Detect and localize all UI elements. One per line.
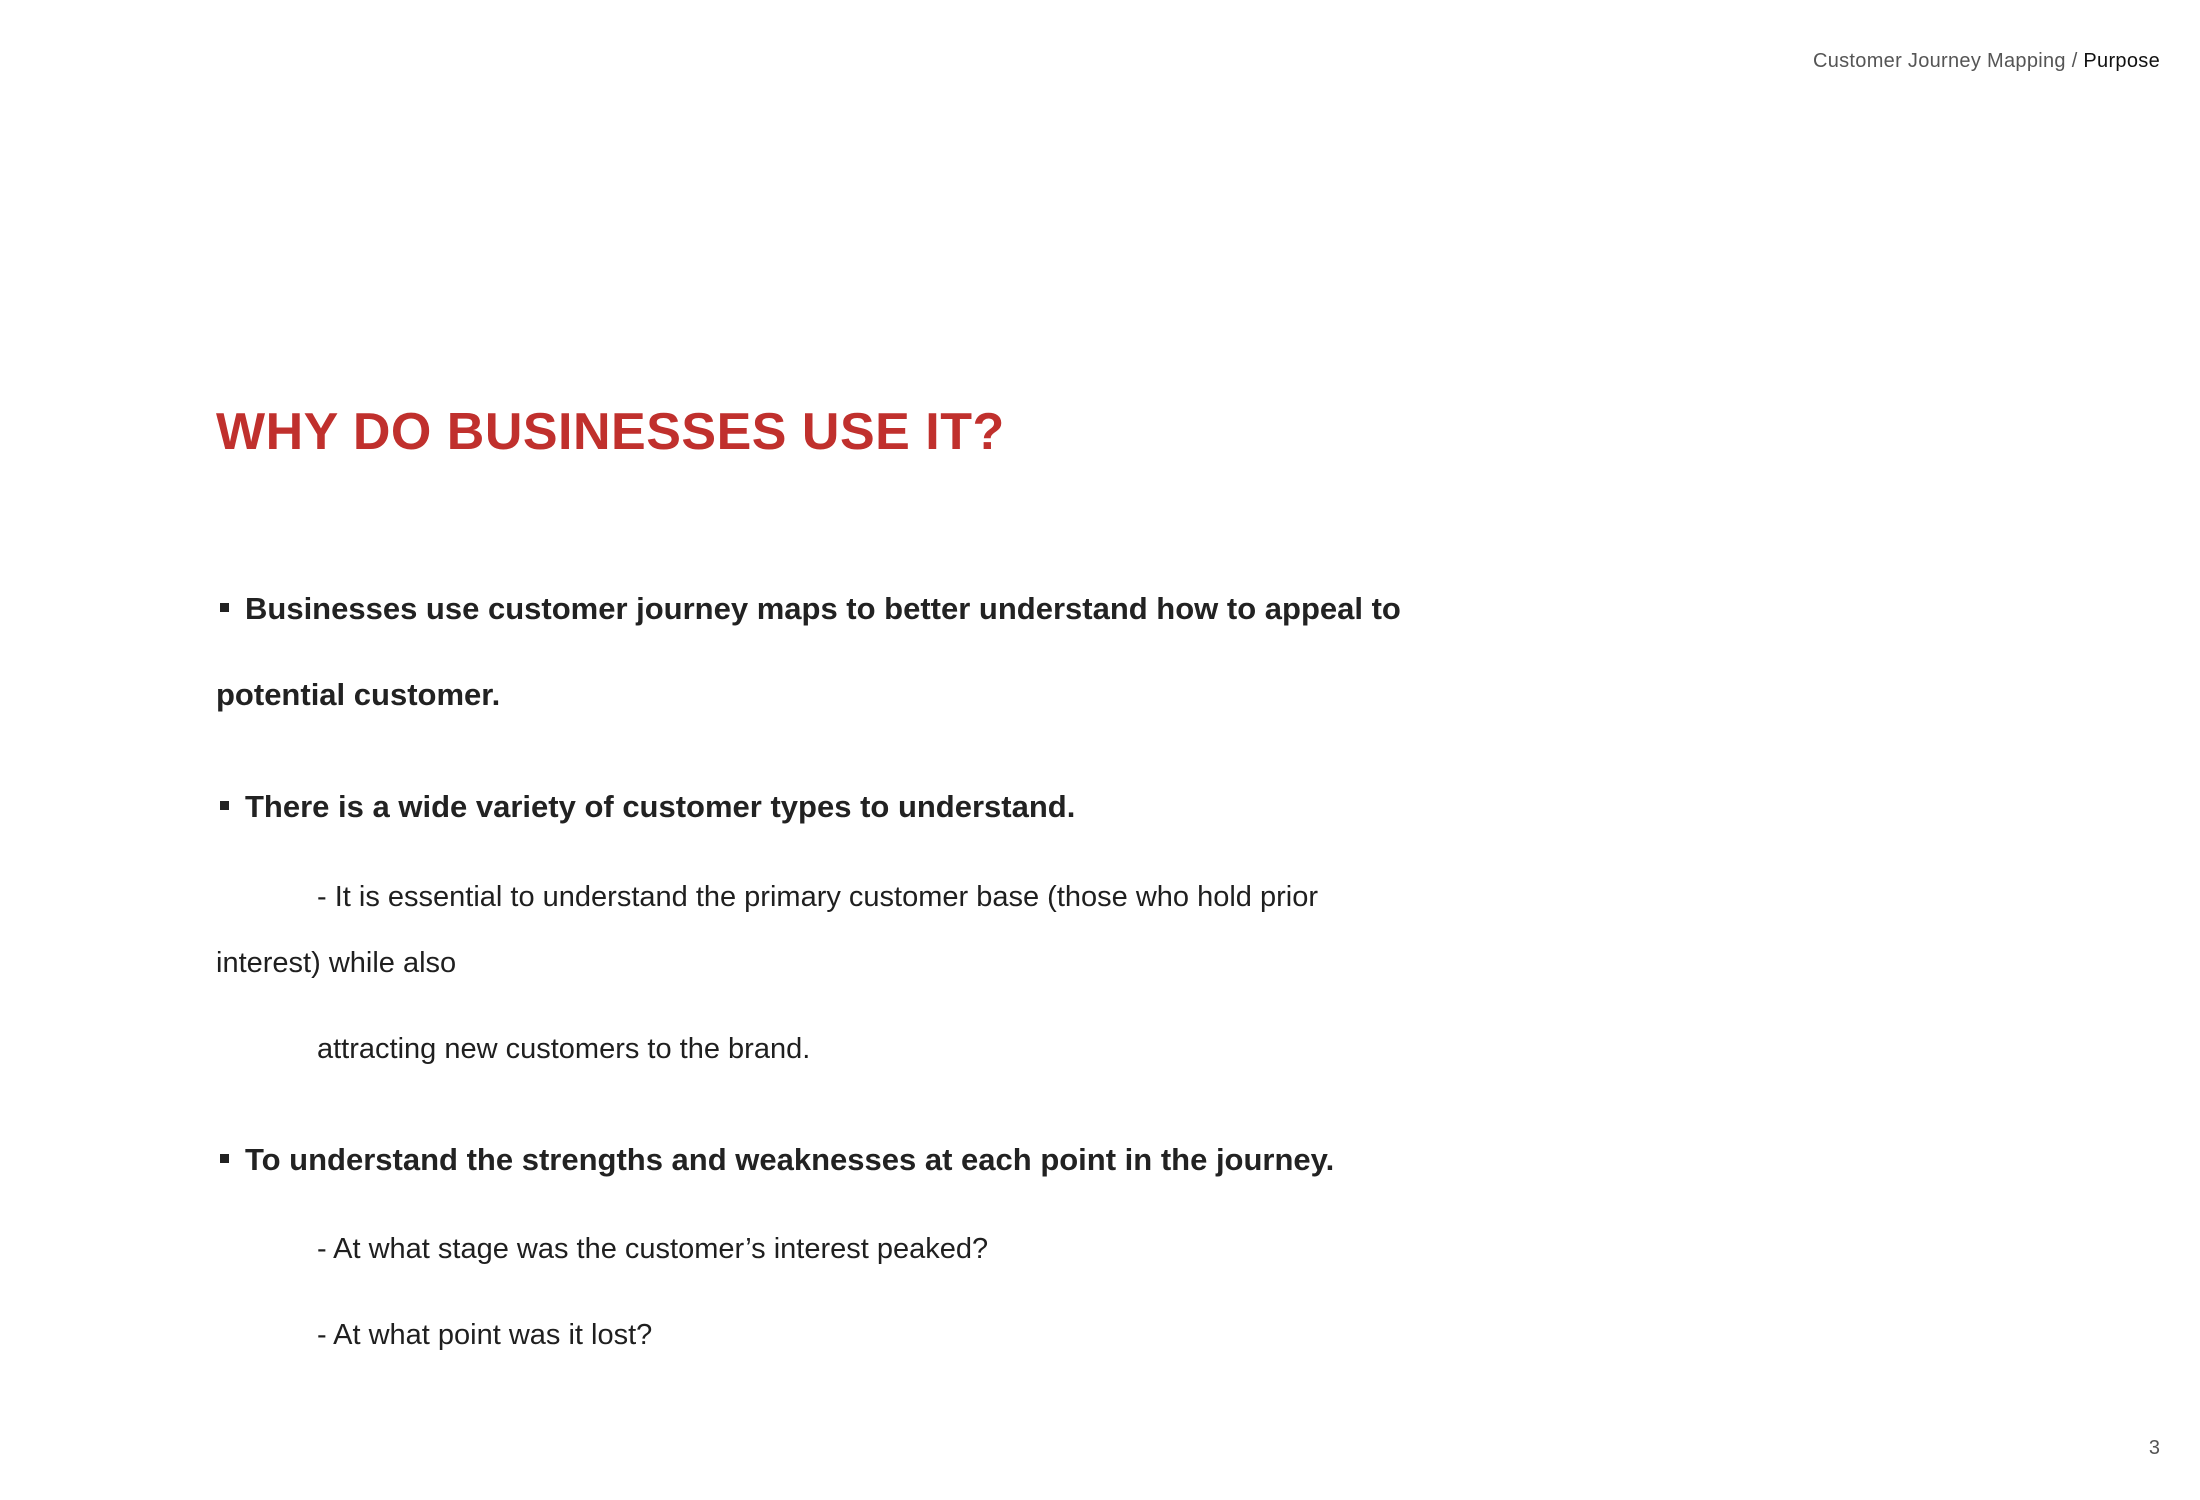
breadcrumb-separator: / (2071, 50, 2078, 72)
breadcrumb-current: Purpose (2083, 50, 2160, 72)
bullet-1-line-1 (216, 589, 1401, 629)
bullet-2-line (216, 787, 1075, 827)
bullet-1-text: Businesses use customer journey maps to better understand how to appeal to (245, 591, 1401, 626)
bullet-2-sub-line-1: - It is essential to understand the primary customer base (those who hold prior (317, 881, 1318, 913)
bullet-3-sub-1: - At what stage was the customer’s interest peaked? (317, 1233, 989, 1265)
square-bullet-icon (220, 1154, 229, 1163)
bullet-3-text: To understand the strengths and weaknesses at each point in the journey. (245, 1142, 1335, 1177)
bullet-2-sub-line-3: attracting new customers to the brand. (317, 1033, 811, 1065)
breadcrumb-section: Customer Journey Mapping (1812, 50, 2066, 72)
slide-title: WHY DO BUSINESSES USE IT? (216, 403, 1005, 461)
bullet-3-line (216, 1140, 1334, 1180)
breadcrumb (1813, 50, 2160, 73)
bullet-2-text: There is a wide variety of customer types to understand. (245, 789, 1076, 824)
bullet-2-sub-line-2: interest) while also (216, 947, 457, 979)
bullet-1-line-2: potential customer. (216, 677, 501, 712)
bullet-3-sub-2: - At what point was it lost? (317, 1319, 653, 1351)
page-number: 3 (2148, 1437, 2160, 1459)
square-bullet-icon (220, 801, 229, 810)
square-bullet-icon (220, 603, 229, 612)
